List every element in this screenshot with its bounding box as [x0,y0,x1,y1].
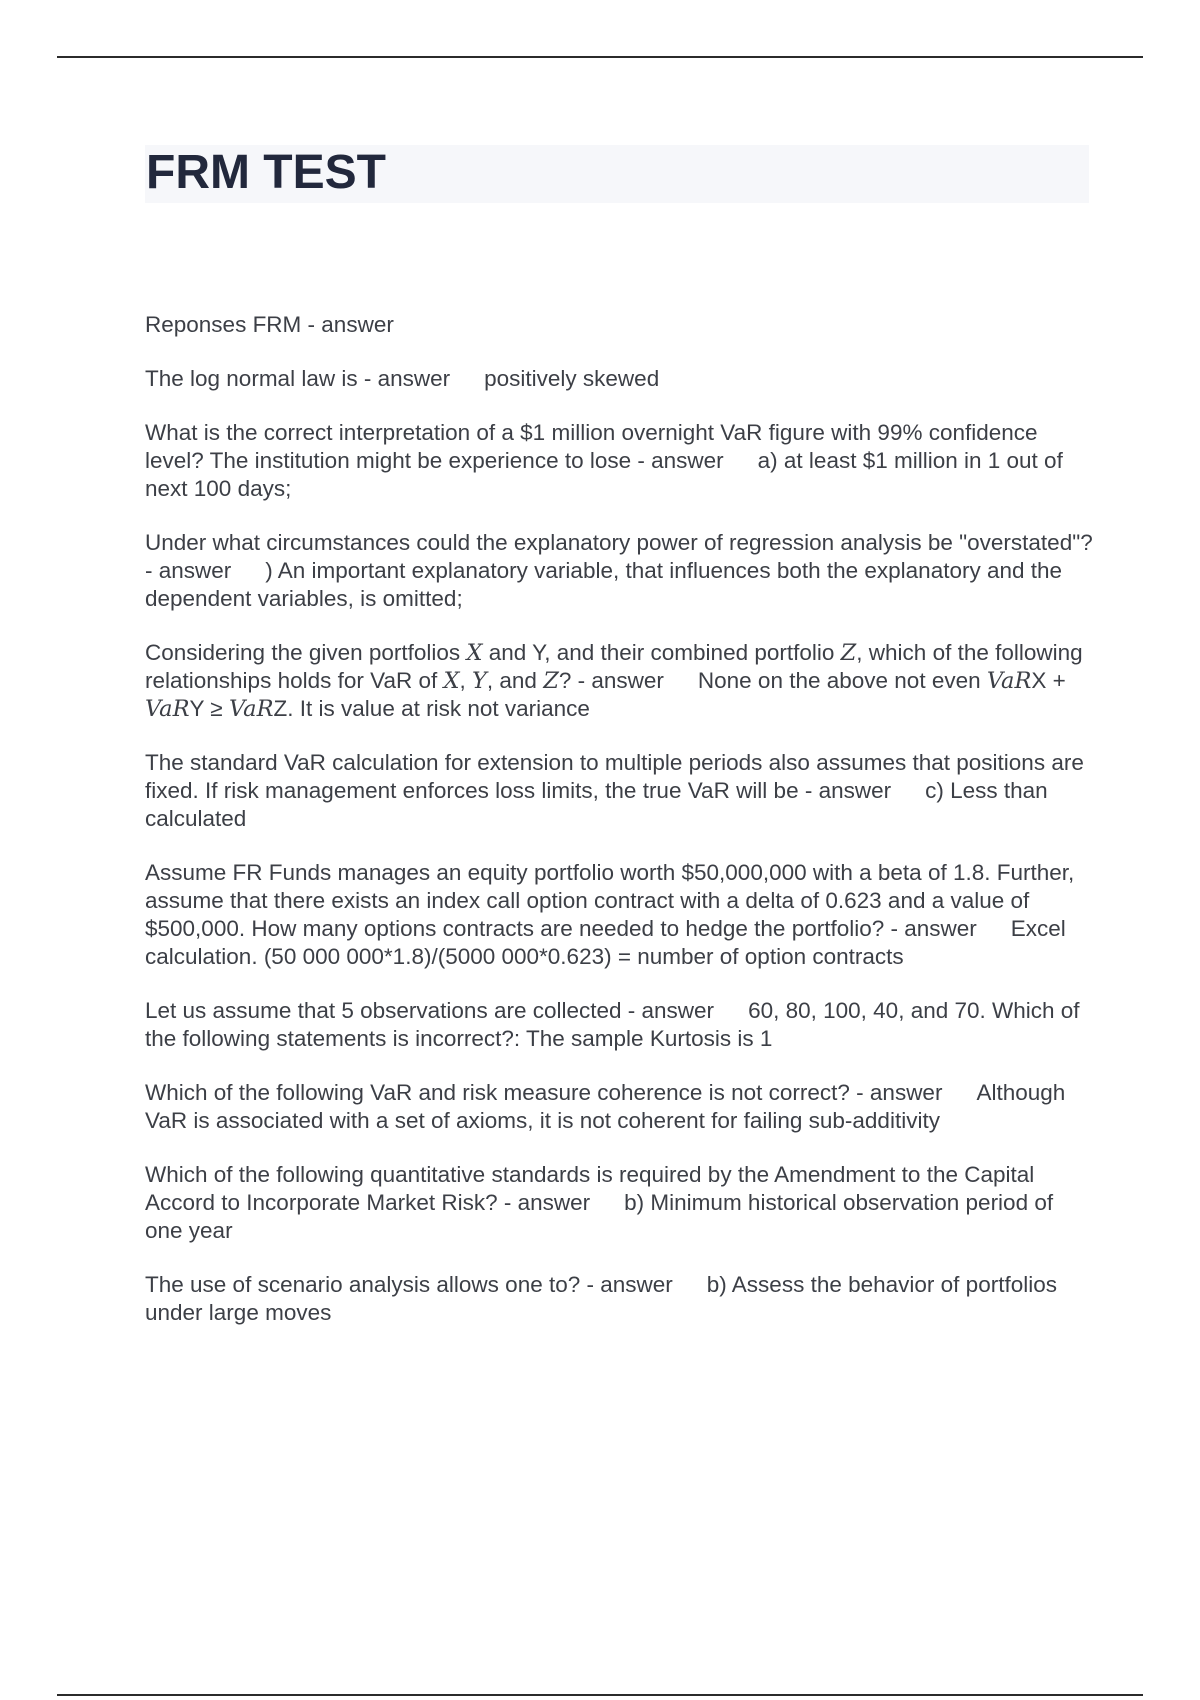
question-text: The log normal law is - answer [145,366,451,391]
math-var: VaR [229,696,274,722]
qa-item [145,749,1095,833]
qa-item [145,859,1095,971]
math-y: Y [472,668,487,694]
answer-text: b) Minimum historical observation period of one year [145,1190,1054,1243]
question-text: The use of scenario analysis allows one to? - answer [145,1272,673,1297]
question-text: Under what circumstances could the explanatory power of regression analysis be "overstated"? - answer [145,530,1093,583]
qa-item [145,639,1095,723]
answer-text: None on the above not even VaRX + VaRY ≥ VaRZ. It is value at risk not variance [145,668,1066,722]
qa-item [145,997,1095,1053]
question-text: Which of the following quantitative standards is required by the Amendment to the Capital Accord to Incorporate Market Risk? - answer [145,1162,1035,1215]
qa-item [145,1271,1095,1327]
qa-item [145,365,1095,393]
question-text: The standard VaR calculation for extension to multiple periods also assumes that positions are fixed. If risk management enforces loss limits, the true VaR will be - answer [145,750,1084,803]
qa-item [145,529,1095,613]
question-text: Which of the following VaR and risk measure coherence is not correct? - answer [145,1080,943,1105]
math-var: VaR [986,668,1032,694]
answer-text: ) An important explanatory variable, that influences both the explanatory and the dependent variables, is omitted; [145,558,1063,611]
question-text: What is the correct interpretation of a $1 million overnight VaR figure with 99% confidence level? The institution might be experience to lose - answer [145,420,1038,473]
math-x: X [443,668,460,694]
qa-list [145,311,1095,1353]
top-rule [57,56,1143,58]
answer-text: Although VaR is associated with a set of axioms, it is not coherent for failing sub-additivity [145,1080,1066,1133]
answer-text: positively skewed [484,366,660,391]
question-text: Let us assume that 5 observations are collected - answer [145,998,715,1023]
math-var: VaR [145,696,190,722]
math-z: Z [840,640,857,666]
question-text: Assume FR Funds manages an equity portfolio worth $50,000,000 with a beta of 1.8. Further, assume that there exists an index call option contract with a delta of 0.623 and a value of $500,000. How many options contracts are needed to hedge the portfolio? - answer [145,860,1075,941]
qa-item [145,311,1095,339]
answer-text: b) Assess the behavior of portfolios under large moves [145,1272,1057,1325]
answer-text: c) Less than calculated [145,778,1048,831]
qa-item [145,419,1095,503]
question-text: Reponses FRM - answer [145,312,394,337]
answer-text: Excel calculation. (50 000 000*1.8)/(5000 000*0.623) = number of option contracts [145,916,1066,969]
answer-text: a) at least $1 million in 1 out of next 100 days; [145,448,1063,501]
qa-item [145,1079,1095,1135]
math-z: Z [543,668,559,694]
qa-item [145,1161,1095,1245]
document-title: FRM TEST [146,146,386,199]
bottom-rule [57,1694,1143,1696]
math-x: X [466,640,483,666]
question-text: Considering the given portfolios X and Y, and their combined portfolio Z, which of the following relationships holds for VaR of X, Y, and Z? - answer [145,640,1083,694]
answer-text: 60, 80, 100, 40, and 70. Which of the following statements is incorrect?: The sample Kurtosis is 1 [145,998,1080,1051]
